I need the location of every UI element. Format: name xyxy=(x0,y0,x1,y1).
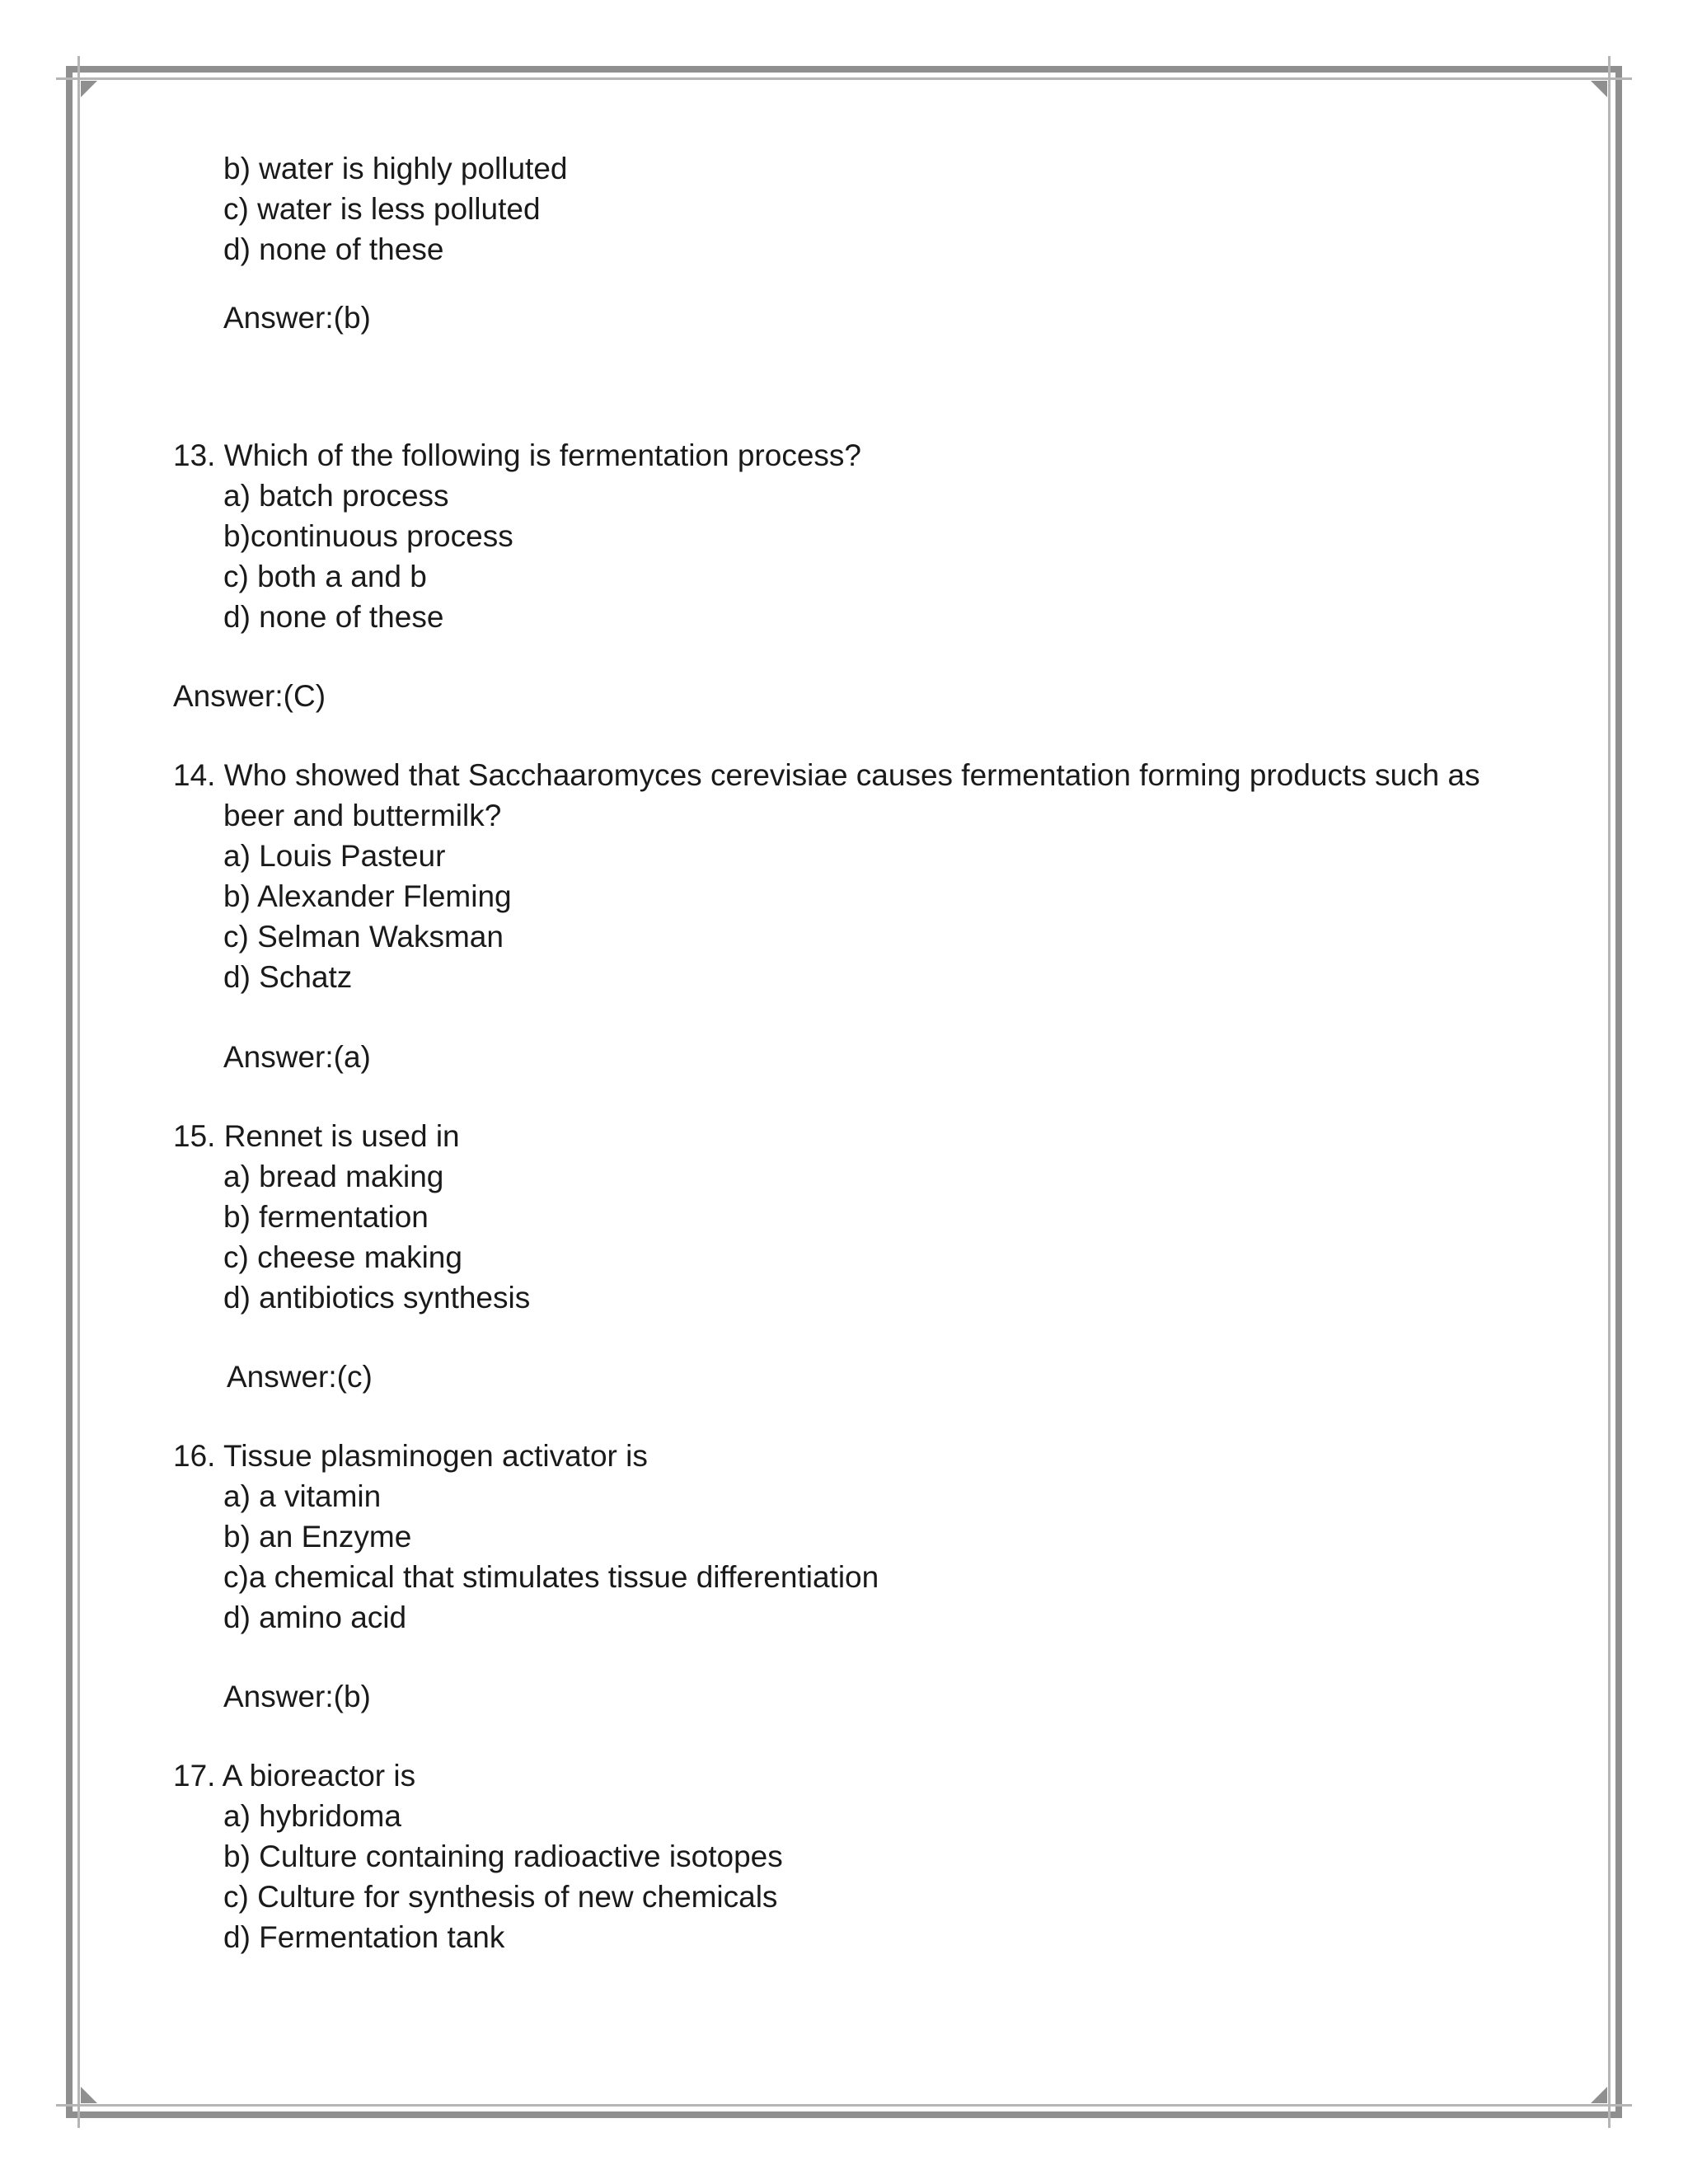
option: b) Culture containing radioactive isotopes xyxy=(223,1840,783,1873)
inner-border-bottom xyxy=(56,2104,1632,2107)
option: d) Schatz xyxy=(223,960,353,994)
option: c) both a and b xyxy=(223,560,427,593)
inner-border-right xyxy=(1608,56,1611,2128)
border-top xyxy=(66,66,1622,73)
question-17: 17. A bioreactor is xyxy=(173,1759,416,1793)
corner-ornament-top-right xyxy=(1591,81,1607,97)
option: c)a chemical that stimulates tissue differentiation xyxy=(223,1560,879,1594)
option: c) Culture for synthesis of new chemicals xyxy=(223,1880,778,1914)
border-left xyxy=(66,66,73,2118)
answer: Answer:(c) xyxy=(227,1360,373,1394)
question-15: 15. Rennet is used in xyxy=(173,1119,460,1153)
question-14: 14. Who showed that Sacchaaromyces cerevisiae causes fermentation forming products such as xyxy=(173,758,1480,792)
answer: Answer:(b) xyxy=(223,301,371,335)
option: a) bread making xyxy=(223,1160,444,1193)
option: d) none of these xyxy=(223,232,444,266)
option: a) hybridoma xyxy=(223,1799,401,1833)
border-bottom xyxy=(66,2111,1622,2118)
corner-ornament-bottom-left xyxy=(81,2087,97,2103)
option: c) water is less polluted xyxy=(223,192,541,226)
option: d) none of these xyxy=(223,600,444,634)
border-right xyxy=(1615,66,1622,2118)
option: b) fermentation xyxy=(223,1200,429,1234)
option: b) Alexander Fleming xyxy=(223,879,512,913)
option: d) antibiotics synthesis xyxy=(223,1281,531,1315)
inner-border-left xyxy=(77,56,80,2128)
answer: Answer:(b) xyxy=(223,1680,371,1713)
option: a) Louis Pasteur xyxy=(223,839,446,873)
option: b) an Enzyme xyxy=(223,1520,412,1554)
option: d) Fermentation tank xyxy=(223,1920,505,1954)
corner-ornament-bottom-right xyxy=(1591,2087,1607,2103)
option: c) cheese making xyxy=(223,1240,462,1274)
option: b) water is highly polluted xyxy=(223,152,568,185)
answer: Answer:(C) xyxy=(173,679,326,713)
option: d) amino acid xyxy=(223,1601,407,1634)
question-14-continued: beer and buttermilk? xyxy=(223,799,502,832)
option: b)continuous process xyxy=(223,519,513,553)
option: a) a vitamin xyxy=(223,1479,382,1513)
inner-border-top xyxy=(56,77,1632,80)
question-16: 16. Tissue plasminogen activator is xyxy=(173,1439,648,1473)
option: a) batch process xyxy=(223,479,449,513)
answer: Answer:(a) xyxy=(223,1040,371,1074)
question-13: 13. Which of the following is fermentation process? xyxy=(173,438,861,472)
corner-ornament-top-left xyxy=(81,81,97,97)
option: c) Selman Waksman xyxy=(223,920,504,954)
